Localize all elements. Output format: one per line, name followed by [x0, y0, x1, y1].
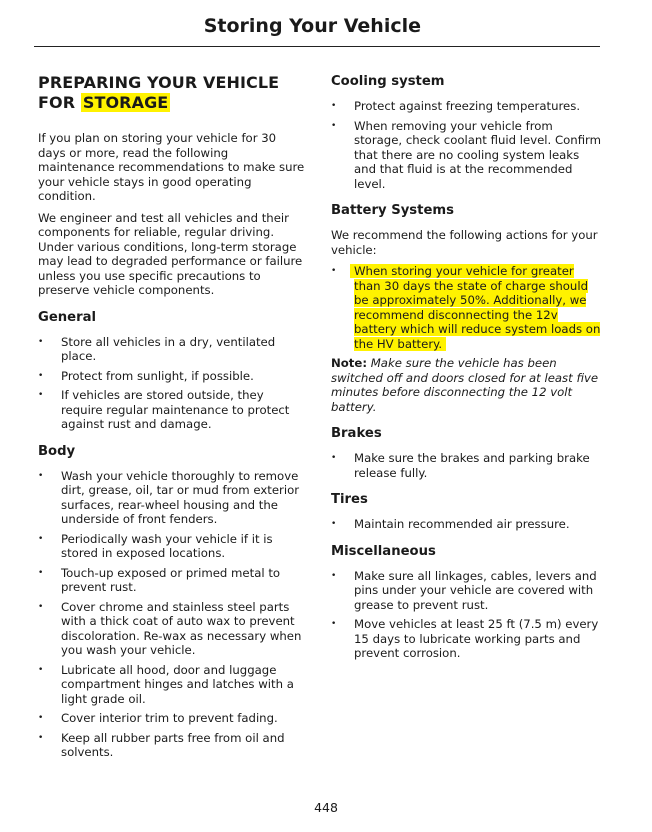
bullet-icon: • [38, 533, 44, 544]
cooling-list [331, 99, 603, 191]
list-item [331, 99, 603, 114]
misc-heading: Miscellaneous [331, 543, 436, 559]
battery-list [331, 264, 603, 351]
body-list [38, 469, 306, 760]
misc-list [331, 569, 603, 661]
page-number: 448 [314, 800, 338, 815]
list-item [331, 617, 603, 661]
list-item-text: Cover interior trim to prevent fading. [61, 711, 278, 725]
general-list [38, 335, 306, 432]
list-item-text: Make sure the brakes and parking brake release fully. [354, 451, 590, 480]
bullet-icon: • [331, 570, 337, 581]
tires-list [331, 517, 603, 532]
bullet-icon: • [331, 453, 337, 463]
intro-paragraph-2: We engineer and test all vehicles and their components for reliable, regular driving. Under various conditions, long-term storage may lead to degraded performance or failure unless you use specific precautions to preserve vehicle components. [38, 210, 303, 297]
list-item-text: Keep all rubber parts free from oil and solvents. [61, 730, 285, 759]
list-item [331, 119, 603, 192]
bullet-icon: • [38, 567, 44, 578]
list-item-text: When storing your vehicle for greater than 30 days the state of charge should be approximately 50%. Additionally, we recommend disconnecting the 12v battery which will reduce system loads on the HV battery. [354, 264, 601, 351]
list-item [38, 335, 306, 364]
list-item [38, 369, 306, 384]
main-heading-highlight: STORAGE [82, 93, 169, 112]
list-item-highlighted [331, 264, 603, 351]
list-item-text: Protect against freezing temperatures. [354, 99, 581, 113]
list-item [38, 532, 306, 561]
bullet-icon: • [38, 336, 44, 347]
intro-paragraph-1: If you plan on storing your vehicle for 30 days or more, read the following maintenance recommendations to make sure your vehicle stays in good operating condition. [38, 131, 305, 203]
title-divider [34, 46, 600, 47]
bullet-icon: • [38, 601, 44, 612]
cooling-heading: Cooling system [331, 74, 445, 89]
bullet-icon: • [38, 470, 44, 481]
list-item-text: Move vehicles at least 25 ft (7.5 m) every 15 days to lubricate working parts and prevent corrosion. [354, 617, 599, 660]
body-heading: Body [38, 443, 76, 459]
list-item [331, 569, 603, 613]
battery-intro: We recommend the following actions for your vehicle: [331, 228, 598, 257]
list-item-text: Make sure all linkages, cables, levers and pins under your vehicle are covered with grease to prevent rust. [354, 568, 597, 612]
list-item [331, 517, 603, 532]
bullet-icon: • [38, 370, 44, 381]
note [331, 356, 603, 414]
left-column [38, 70, 306, 765]
list-item [38, 566, 306, 595]
bullet-icon: • [331, 266, 337, 276]
list-item-text: Protect from sunlight, if possible. [61, 368, 254, 383]
note-label: Note: [331, 356, 367, 370]
list-item-text: Wash your vehicle thoroughly to remove dirt, grease, oil, tar or mud from exterior surfaces, rear-wheel housing and the underside of front fenders. [61, 468, 300, 526]
list-item-text: When removing your vehicle from storage, check coolant fluid level. Confirm that there are no cooling system leaks and that fluid is at the recommended level. [354, 118, 602, 191]
list-item [38, 388, 306, 432]
bullet-icon: • [331, 120, 337, 131]
brakes-list [331, 451, 603, 480]
list-item [38, 663, 306, 707]
list-item [38, 731, 306, 760]
note-text: Make sure the vehicle has been switched off and doors closed for at least five minutes before disconnecting the 12 volt battery. [331, 356, 599, 414]
main-heading [38, 73, 306, 113]
main-heading-line1: PREPARING YOUR VEHICLE [38, 73, 280, 92]
brakes-heading: Brakes [331, 426, 382, 441]
list-item-text: Store all vehicles in a dry, ventilated place. [61, 334, 276, 363]
tires-heading: Tires [331, 492, 368, 507]
battery-heading: Battery Systems [331, 203, 454, 218]
bullet-icon: • [38, 732, 44, 743]
main-heading-line2-prefix: FOR [38, 93, 81, 112]
list-item-text: Lubricate all hood, door and luggage compartment hinges and latches with a light grade oil. [61, 662, 294, 706]
bullet-icon: • [38, 390, 44, 400]
right-column [331, 70, 603, 666]
general-heading: General [38, 309, 97, 325]
bullet-icon: • [331, 519, 337, 529]
bullet-icon: • [331, 619, 337, 629]
list-item-text: If vehicles are stored outside, they require regular maintenance to protect against rust and damage. [61, 388, 290, 431]
list-item-text: Cover chrome and stainless steel parts with a thick coat of auto wax to prevent discoloration. Re-wax as necessary when you wash your vehicle. [61, 599, 302, 657]
list-item [331, 451, 603, 480]
page-title: Storing Your Vehicle [203, 15, 421, 37]
bullet-icon: • [331, 101, 337, 111]
list-item-text: Maintain recommended air pressure. [354, 517, 570, 531]
bullet-icon: • [38, 713, 44, 723]
list-item [38, 711, 306, 726]
list-item [38, 600, 306, 658]
list-item [38, 469, 306, 527]
list-item-text: Periodically wash your vehicle if it is stored in exposed locations. [61, 531, 273, 560]
list-item-text: Touch-up exposed or primed metal to prevent rust. [61, 565, 281, 594]
bullet-icon: • [38, 664, 44, 675]
